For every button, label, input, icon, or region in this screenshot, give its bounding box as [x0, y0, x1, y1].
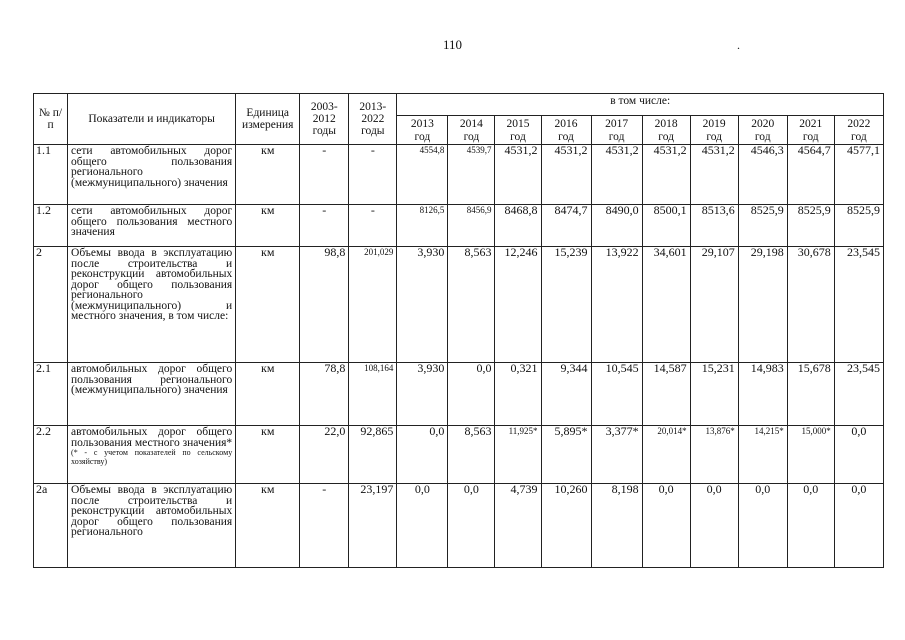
row-unit: км: [236, 484, 300, 568]
row-number: 1.2: [34, 205, 68, 247]
header-group: в том числе:: [397, 94, 884, 116]
row-number: 2а: [34, 484, 68, 568]
row-period-2003-2012: 22,0: [300, 426, 349, 484]
header-year-2022: [834, 116, 883, 145]
row-value-2017: 4531,2: [591, 145, 642, 205]
row-value-2015: 11,925*: [495, 426, 541, 484]
header-year-word: год: [608, 131, 625, 143]
header-period-2013-2022: 2013-2022 годы: [349, 94, 397, 145]
header-num: № п/п: [34, 94, 68, 145]
row-value-2020: 0,0: [738, 484, 787, 568]
row-value-2017: 3,377*: [591, 426, 642, 484]
row-period-2013-2022: -: [349, 205, 397, 247]
row-unit: км: [236, 426, 300, 484]
row-footnote: (* - с учетом показателей по сельскому хозяйству): [71, 448, 233, 466]
row-number: 1.1: [34, 145, 68, 205]
row-value-2021: 8525,9: [787, 205, 834, 247]
row-value-2015: 4,739: [495, 484, 541, 568]
table-row: [34, 363, 884, 426]
table-row: [34, 145, 884, 205]
row-value-2021: 4564,7: [787, 145, 834, 205]
row-period-2003-2012: -: [300, 484, 349, 568]
row-value-2022: 0,0: [834, 426, 883, 484]
row-number: 2.2: [34, 426, 68, 484]
row-value-2017: 8,198: [591, 484, 642, 568]
row-value-2020: 29,198: [738, 247, 787, 363]
table-row: [34, 205, 884, 247]
row-value-2022: 23,545: [834, 363, 883, 426]
row-period-2013-2022: 92,865: [349, 426, 397, 484]
header-year-number: 2020: [751, 118, 775, 130]
header-year-word: год: [754, 131, 771, 143]
row-value-2013: 0,0: [397, 484, 448, 568]
row-value-2020: 8525,9: [738, 205, 787, 247]
header-year-2015: [495, 116, 541, 145]
row-value-2014: 0,0: [448, 363, 495, 426]
row-period-2003-2012: -: [300, 145, 349, 205]
header-year-number: 2016: [554, 118, 578, 130]
header-year-word: год: [851, 131, 867, 143]
row-value-2013: 3,930: [397, 247, 448, 363]
row-value-2016: 10,260: [541, 484, 591, 568]
header-year-2019: [690, 116, 738, 145]
header-indicator: Показатели и индикаторы: [68, 94, 236, 145]
header-year-2018: [642, 116, 690, 145]
header-year-number: 2022: [847, 118, 871, 130]
header-year-word: год: [463, 131, 480, 143]
row-value-2013: 8126,5: [397, 205, 448, 247]
header-year-2020: [738, 116, 787, 145]
row-value-2021: 0,0: [787, 484, 834, 568]
row-number: 2.1: [34, 363, 68, 426]
row-value-2020: 4546,3: [738, 145, 787, 205]
row-indicator: [68, 145, 236, 205]
row-value-2016: 8474,7: [541, 205, 591, 247]
row-value-2019: 15,231: [690, 363, 738, 426]
row-value-2020: 14,983: [738, 363, 787, 426]
row-value-2015: 4531,2: [495, 145, 541, 205]
row-value-2018: 0,0: [642, 484, 690, 568]
header-year-word: год: [510, 131, 526, 143]
row-unit: км: [236, 363, 300, 426]
page-mark: .: [737, 38, 740, 52]
row-value-2014: 4539,7: [448, 145, 495, 205]
row-value-2020: 14,215*: [738, 426, 787, 484]
header-period-2003-2012: 2003-2012 годы: [300, 94, 349, 145]
row-value-2021: 15,000*: [787, 426, 834, 484]
row-indicator: [68, 205, 236, 247]
row-value-2021: 30,678: [787, 247, 834, 363]
row-value-2019: 4531,2: [690, 145, 738, 205]
table-row: [34, 484, 884, 568]
row-indicator-text: сети автомобильных дорог общего пользования регионального (межмуниципального) значения: [71, 145, 233, 189]
header-year-word: год: [658, 131, 674, 143]
header-year-2021: [787, 116, 834, 145]
row-value-2015: 0,321: [495, 363, 541, 426]
row-value-2017: 13,922: [591, 247, 642, 363]
row-indicator: [68, 363, 236, 426]
row-period-2013-2022: 108,164: [349, 363, 397, 426]
row-unit: км: [236, 205, 300, 247]
row-number: 2: [34, 247, 68, 363]
row-value-2017: 10,545: [591, 363, 642, 426]
row-indicator: [68, 484, 236, 568]
row-period-2013-2022: -: [349, 145, 397, 205]
table-row: [34, 247, 884, 363]
row-value-2022: 0,0: [834, 484, 883, 568]
row-value-2018: 8500,1: [642, 205, 690, 247]
header-year-number: 2019: [702, 118, 726, 130]
row-value-2014: 8,563: [448, 247, 495, 363]
row-indicator: [68, 247, 236, 363]
header-year-word: год: [414, 131, 431, 143]
header-year-2017: [591, 116, 642, 145]
row-value-2019: 8513,6: [690, 205, 738, 247]
row-indicator: [68, 426, 236, 484]
row-value-2013: 3,930: [397, 363, 448, 426]
row-value-2018: 4531,2: [642, 145, 690, 205]
row-value-2016: 9,344: [541, 363, 591, 426]
row-value-2015: 8468,8: [495, 205, 541, 247]
table-row: [34, 426, 884, 484]
header-year-2013: [397, 116, 448, 145]
row-value-2014: 8,563: [448, 426, 495, 484]
row-value-2017: 8490,0: [591, 205, 642, 247]
row-indicator-text: Объемы ввода в эксплуатацию после строительства и реконструкции автомобильных дорог общего пользования регионального (межмуниципального) и местного значения, в том числе:: [71, 247, 233, 322]
header-year-word: год: [706, 131, 723, 143]
row-period-2003-2012: -: [300, 205, 349, 247]
header-year-number: 2021: [799, 118, 823, 130]
row-value-2018: 20,014*: [642, 426, 690, 484]
row-value-2016: 4531,2: [541, 145, 591, 205]
page-number: 110: [442, 37, 463, 52]
row-indicator-text: сети автомобильных дорог общего пользования местного значения: [71, 205, 233, 238]
row-value-2018: 14,587: [642, 363, 690, 426]
row-indicator-text: автомобильных дорог общего пользования регионального (межмуниципального) значения: [71, 363, 233, 396]
header-unit: Единица измерения: [236, 94, 300, 145]
row-value-2021: 15,678: [787, 363, 834, 426]
row-indicator-text: Объемы ввода в эксплуатацию после строительства и реконструкции автомобильных дорог общего пользования регионального: [71, 484, 233, 538]
row-value-2019: 13,876*: [690, 426, 738, 484]
header-year-number: 2015: [506, 118, 530, 130]
row-unit: км: [236, 247, 300, 363]
header-year-number: 2013: [410, 118, 434, 130]
row-value-2022: 23,545: [834, 247, 883, 363]
header-year-number: 2014: [459, 118, 483, 130]
row-value-2019: 0,0: [690, 484, 738, 568]
table-body: [34, 145, 884, 568]
row-period-2003-2012: 78,8: [300, 363, 349, 426]
header-year-word: год: [558, 131, 574, 143]
row-value-2013: 4554,8: [397, 145, 448, 205]
row-value-2016: 15,239: [541, 247, 591, 363]
header-year-word: год: [802, 131, 819, 143]
row-unit: км: [236, 145, 300, 205]
row-value-2022: 8525,9: [834, 205, 883, 247]
header-year-number: 2017: [605, 118, 629, 130]
header-year-number: 2018: [654, 118, 678, 130]
row-value-2014: 8456,9: [448, 205, 495, 247]
row-period-2003-2012: 98,8: [300, 247, 349, 363]
row-value-2016: 5,895*: [541, 426, 591, 484]
row-value-2014: 0,0: [448, 484, 495, 568]
row-value-2019: 29,107: [690, 247, 738, 363]
row-value-2015: 12,246: [495, 247, 541, 363]
header-year-2016: [541, 116, 591, 145]
row-indicator-text: автомобильных дорог общего пользования местного значения*: [71, 426, 233, 449]
row-value-2013: 0,0: [397, 426, 448, 484]
header-year-2014: [448, 116, 495, 145]
row-value-2018: 34,601: [642, 247, 690, 363]
row-period-2013-2022: 201,029: [349, 247, 397, 363]
row-period-2013-2022: 23,197: [349, 484, 397, 568]
row-value-2022: 4577,1: [834, 145, 883, 205]
indicators-table: [33, 93, 884, 568]
